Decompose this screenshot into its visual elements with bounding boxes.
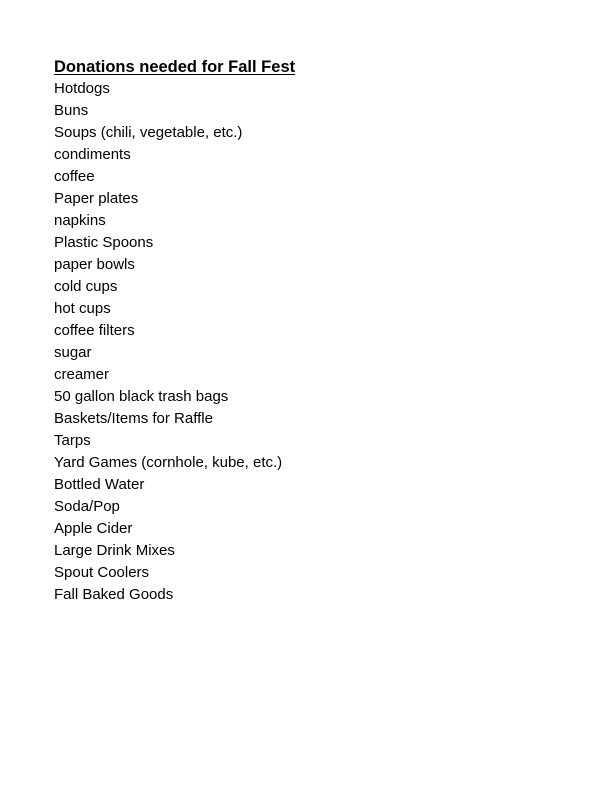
- document-body: [54, 56, 574, 606]
- list-item: Fall Baked Goods: [54, 586, 174, 603]
- list-item: coffee: [54, 168, 95, 185]
- list-item: cold cups: [54, 278, 118, 295]
- list-item: Paper plates: [54, 190, 139, 207]
- list-item: sugar: [54, 344, 92, 361]
- list-item: Tarps: [54, 432, 91, 449]
- list-item: condiments: [54, 146, 131, 163]
- document-title: Donations needed for Fall Fest: [54, 58, 296, 76]
- list-item: Large Drink Mixes: [54, 542, 175, 559]
- list-item: paper bowls: [54, 256, 135, 273]
- list-item: hot cups: [54, 300, 111, 317]
- list-item: Soda/Pop: [54, 498, 120, 515]
- list-item: Plastic Spoons: [54, 234, 154, 251]
- list-item: napkins: [54, 212, 106, 229]
- donation-list: [54, 78, 574, 606]
- list-item: coffee filters: [54, 322, 135, 339]
- list-item: Baskets/Items for Raffle: [54, 410, 213, 427]
- list-item: creamer: [54, 366, 110, 383]
- list-item: Hotdogs: [54, 80, 110, 97]
- list-item: 50 gallon black trash bags: [54, 388, 229, 405]
- list-item: Apple Cider: [54, 520, 133, 537]
- list-item: Soups (chili, vegetable, etc.): [54, 124, 243, 141]
- list-item: Buns: [54, 102, 89, 119]
- list-item: Bottled Water: [54, 476, 145, 493]
- list-item: Spout Coolers: [54, 564, 150, 581]
- list-item: Yard Games (cornhole, kube, etc.): [54, 454, 283, 471]
